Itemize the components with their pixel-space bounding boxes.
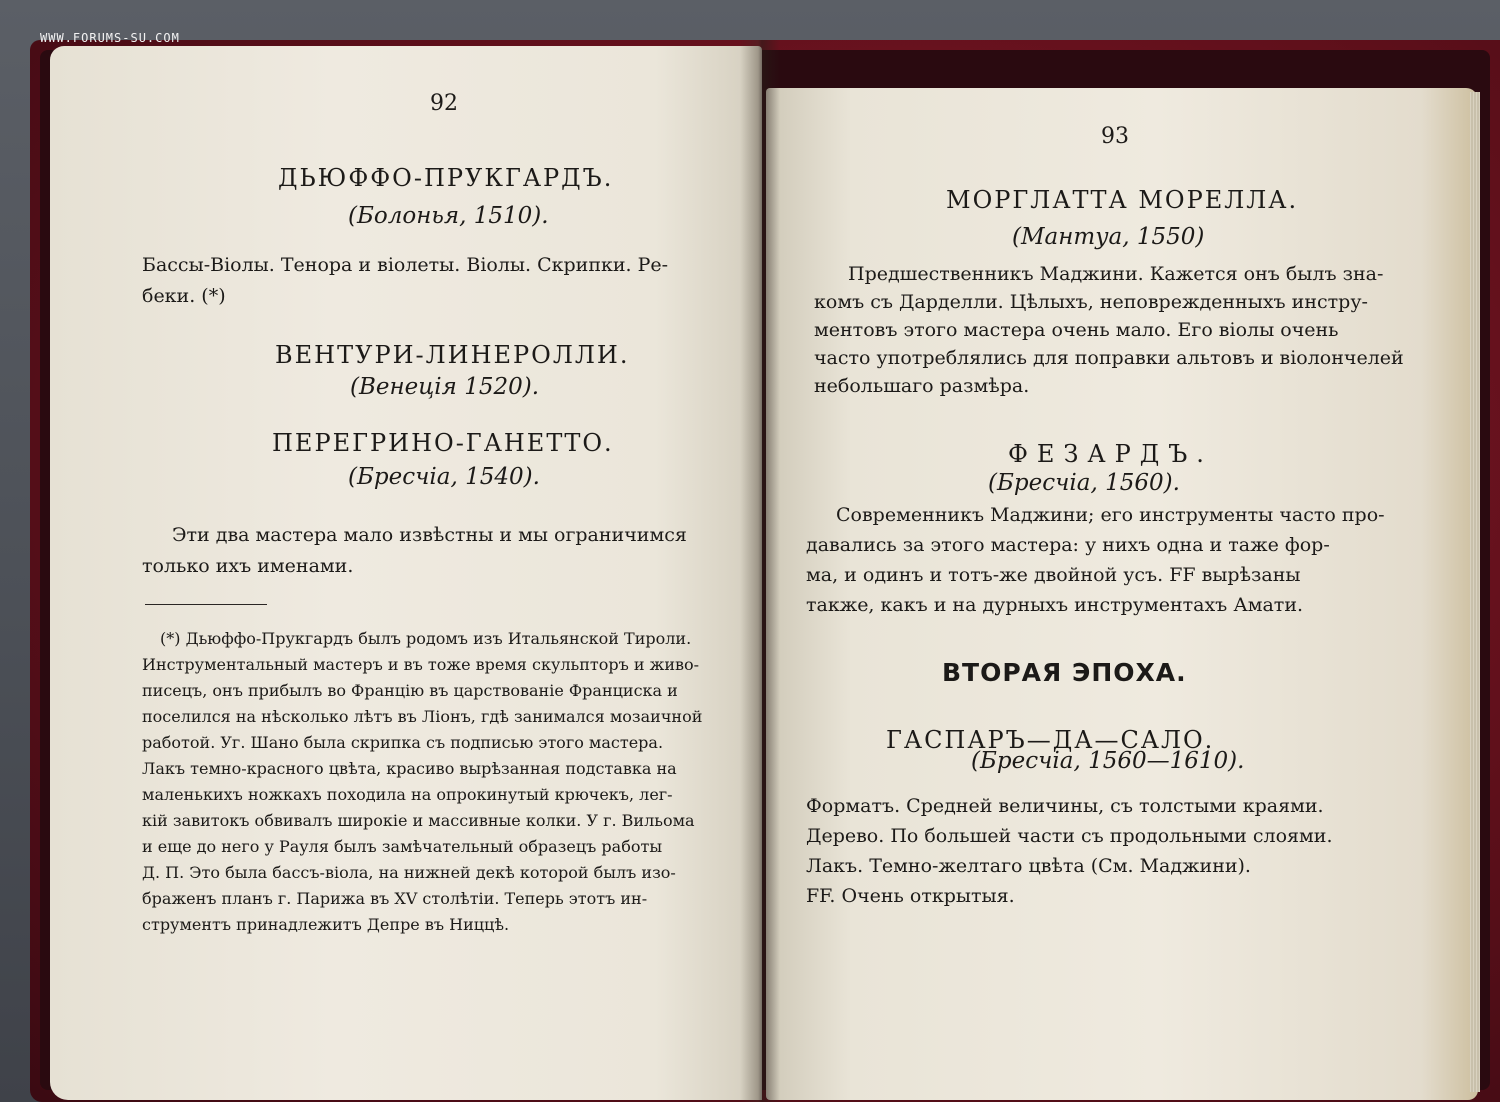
heading-gasparo: ГАСПАРЪ—ДА—САЛО. <box>886 726 1215 754</box>
footnote-line: браженъ планъ г. Парижа въ XV столѣтіи. Теперь этотъ ин- <box>142 889 648 908</box>
watermark: WWW.FORUMS-SU.COM <box>40 31 180 45</box>
text-line: Современникъ Маджини; его инструменты часто про- <box>836 504 1385 526</box>
text-line: Лакъ. Темно-желтаго цвѣта (См. Маджини). <box>806 855 1251 877</box>
heading-venturi: ВЕНТУРИ-ЛИНЕРОЛЛИ. <box>275 341 630 369</box>
subheading-venice: (Венеція 1520). <box>350 374 540 400</box>
text-line: Дерево. По большей части съ продольными слоями. <box>806 825 1333 847</box>
footnote-line: поселился на нѣсколько лѣтъ въ Ліонъ, гдѣ занимался мозаичной <box>142 707 703 726</box>
footnote-line: маленькихъ ножкахъ походила на опрокинутый крючекъ, лег- <box>142 785 673 804</box>
text-line: Форматъ. Средней величины, съ толстыми краями. <box>806 795 1324 817</box>
text-line: Бассы-Віолы. Тенора и віолеты. Віолы. Скрипки. Ре- <box>142 254 669 276</box>
footnote-rule <box>145 604 267 605</box>
page-edges <box>1470 92 1480 1092</box>
heading-peregrino: ПЕРЕГРИНО-ГАНЕТТО. <box>272 429 614 457</box>
text-line: комъ съ Дарделли. Цѣлыхъ, неповрежденныхъ инстру- <box>814 291 1368 313</box>
text-line: ма, и одинъ и тотъ-же двойной усъ. FF вырѣзаны <box>806 564 1301 586</box>
heading-fezard: ФЕЗАРДЪ. <box>1008 440 1213 468</box>
footnote-line: (*) Дьюффо-Прукгардъ былъ родомъ изъ Итальянской Тироли. <box>160 629 692 648</box>
footnote-line: и еще до него у Рауля былъ замѣчательный образецъ работы <box>142 837 663 856</box>
right-page <box>766 88 1478 1100</box>
text-line: Предшественникъ Маджини. Кажется онъ былъ зна- <box>848 263 1384 285</box>
heading-second-epoch: ВТОРАЯ ЭПОХА. <box>942 658 1187 687</box>
text-line: только ихъ именами. <box>142 555 354 577</box>
page-number-right: 93 <box>1101 124 1129 149</box>
left-page <box>50 46 762 1100</box>
footnote-line: Лакъ темно-красного цвѣта, красиво вырѣзанная подставка на <box>142 759 677 778</box>
footnote-line: работой. Уг. Шано была скрипка съ подписью этого мастера. <box>142 733 664 752</box>
text-line: небольшаго размѣра. <box>814 375 1030 397</box>
heading-morglatta: МОРГЛАТТА МОРЕЛЛА. <box>946 186 1299 214</box>
subheading-brescia-1560-1610: (Бресчіа, 1560—1610). <box>971 748 1245 774</box>
footnote-line: струментъ принадлежитъ Депре въ Ниццѣ. <box>142 915 510 934</box>
subheading-brescia-1540: (Бресчіа, 1540). <box>348 464 540 490</box>
heading-dyuffo: ДЬЮФФО-ПРУКГАРДЪ. <box>278 164 614 192</box>
text-line: FF. Очень открытыя. <box>806 885 1015 907</box>
book-gutter <box>740 40 780 1102</box>
subheading-bologna: (Болонья, 1510). <box>348 203 549 229</box>
text-line: ментовъ этого мастера очень мало. Его віолы очень <box>814 319 1339 341</box>
text-line: беки. (*) <box>142 285 226 307</box>
footnote-line: писецъ, онъ прибылъ во Францію въ царствованіе Франциска и <box>142 681 678 700</box>
subheading-mantua: (Мантуа, 1550) <box>1012 224 1205 250</box>
text-line: также, какъ и на дурныхъ инструментахъ Амати. <box>806 594 1304 616</box>
text-line: часто употреблялись для поправки альтовъ и віолончелей <box>814 347 1404 369</box>
text-line: Эти два мастера мало извѣстны и мы ограничимся <box>172 524 687 546</box>
footnote-line: кій завитокъ обвивалъ широкіе и массивные колки. У г. Вильома <box>142 811 695 830</box>
footnote-line: Д. П. Это была бассъ-віола, на нижней декѣ которой былъ изо- <box>142 863 676 882</box>
page-number-left: 92 <box>430 91 458 116</box>
text-line: давались за этого мастера: у нихъ одна и таже фор- <box>806 534 1330 556</box>
footnote-line: Инструментальный мастеръ и въ тоже время скульпторъ и живо- <box>142 655 700 674</box>
subheading-brescia-1560: (Бресчіа, 1560). <box>988 470 1180 496</box>
